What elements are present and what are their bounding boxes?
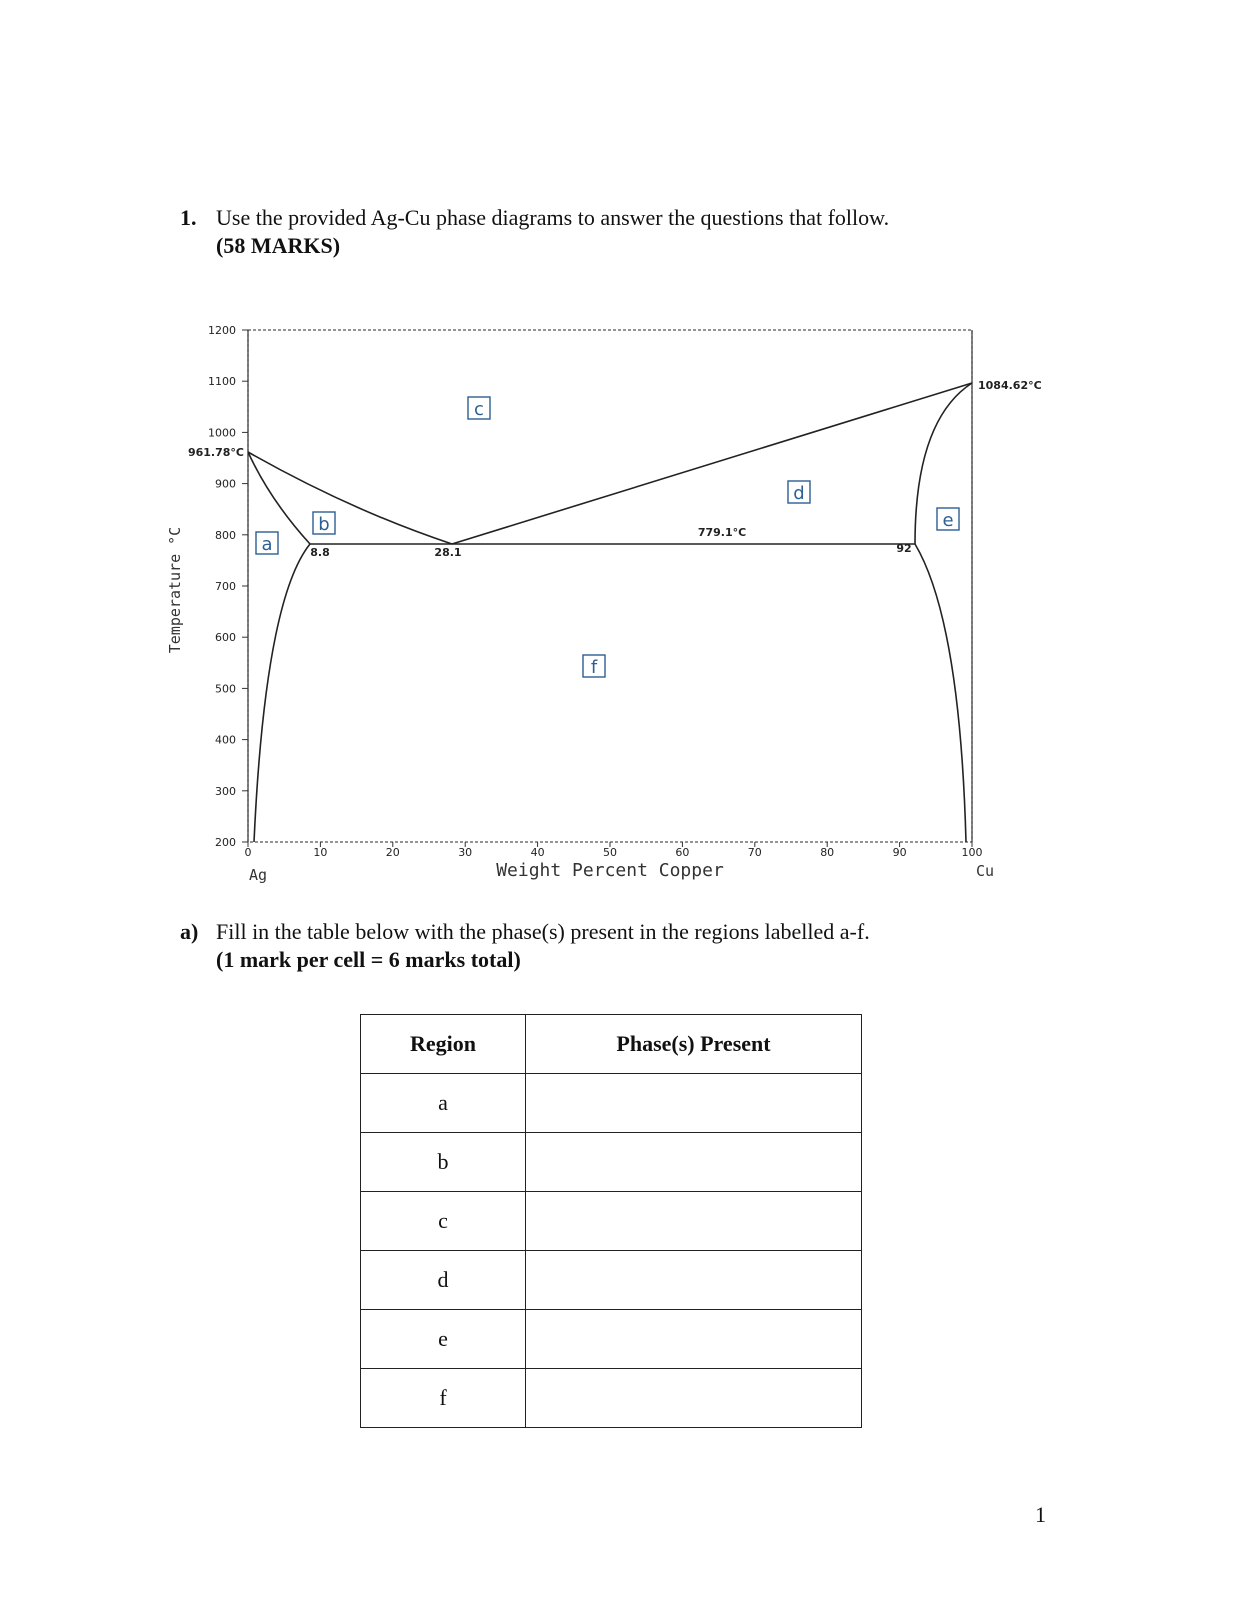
- phases-answer-cell[interactable]: [526, 1133, 862, 1192]
- composition-label-alpha: 8.8: [310, 546, 330, 559]
- liquidus-left: [248, 452, 452, 544]
- phases-answer-cell[interactable]: [526, 1192, 862, 1251]
- y-tick-label: 900: [215, 477, 236, 491]
- part-a-letter: a): [180, 919, 199, 944]
- x-tick-label: 50: [603, 846, 617, 859]
- x-tick-label: 10: [313, 846, 328, 859]
- phases-answer-cell[interactable]: [526, 1369, 862, 1428]
- y-tick-label: 600: [215, 631, 236, 645]
- x-tick-label: 100: [961, 846, 983, 859]
- eutectic-temp-label: 779.1°C: [697, 526, 747, 539]
- composition-label-beta: 92: [896, 542, 912, 555]
- right-element-label: Cu: [975, 862, 995, 880]
- phases-answer-cell[interactable]: [526, 1251, 862, 1310]
- part-a-marks: (1 mark per cell = 6 marks total): [216, 947, 521, 972]
- region-e-box: [937, 508, 959, 531]
- part-a-text: Fill in the table below with the phase(s) present in the regions labelled a-f.: [216, 919, 870, 944]
- x-tick-label: 60: [675, 846, 690, 859]
- region-cell: a: [361, 1074, 526, 1133]
- composition-label-eutectic: 28.1: [434, 546, 462, 559]
- table-row: [361, 1310, 862, 1369]
- answer-table: [360, 1014, 862, 1428]
- y-tick-label: 1100: [208, 375, 236, 389]
- svg-text:b: b: [318, 514, 330, 535]
- region-f-box: [583, 655, 605, 678]
- melting-point-cu-label: 1084.62°C: [978, 379, 1042, 392]
- table-row: [361, 1192, 862, 1251]
- svg-text:c: c: [474, 399, 484, 420]
- melting-point-ag-label: 961.78°C: [187, 446, 244, 459]
- svg-text:d: d: [793, 483, 805, 504]
- table-row: [361, 1074, 862, 1133]
- y-tick-label: 1000: [208, 426, 236, 440]
- y-tick-label: 1200: [208, 324, 236, 337]
- x-axis-label: Weight Percent Copper: [496, 860, 724, 881]
- question-text: Use the provided Ag-Cu phase diagrams to answer the questions that follow.: [216, 205, 890, 230]
- x-tick-label: 20: [385, 846, 400, 859]
- phases-answer-cell[interactable]: [526, 1310, 862, 1369]
- region-cell: c: [361, 1192, 526, 1251]
- x-tick-label: 40: [530, 846, 545, 859]
- y-tick-label: 300: [215, 784, 236, 798]
- y-tick-label: 400: [215, 733, 236, 747]
- phases-answer-cell[interactable]: [526, 1074, 862, 1133]
- x-tick-label: 80: [820, 846, 835, 859]
- table-row: [361, 1133, 862, 1192]
- region-b-box: [313, 512, 335, 535]
- table-header-row: [361, 1015, 862, 1074]
- table-row: [361, 1251, 862, 1310]
- y-axis-label: Temperature °C: [166, 526, 184, 654]
- left-element-label: Ag: [248, 866, 268, 884]
- header-region: Region: [361, 1015, 526, 1074]
- region-cell: f: [361, 1369, 526, 1428]
- region-cell: b: [361, 1133, 526, 1192]
- x-tick-label: 0: [244, 846, 252, 859]
- answer-rows: [361, 1074, 862, 1428]
- x-tick-label: 90: [892, 846, 907, 859]
- page-number: 1: [1035, 1502, 1046, 1527]
- x-tick-labels: [245, 842, 983, 859]
- region-d-box: [788, 481, 810, 504]
- header-phases: Phase(s) Present: [526, 1015, 862, 1074]
- liquidus-right: [452, 383, 972, 544]
- y-tick-labels: [208, 324, 248, 849]
- question-number: 1.: [180, 205, 197, 230]
- question-marks: (58 MARKS): [216, 233, 341, 258]
- solvus-beta: [915, 544, 966, 842]
- solidus-alpha: [248, 452, 310, 544]
- part-a-line: [180, 918, 870, 946]
- region-cell: d: [361, 1251, 526, 1310]
- y-tick-label: 500: [215, 682, 236, 696]
- solvus-alpha: [254, 544, 310, 842]
- svg-text:a: a: [261, 534, 273, 555]
- y-tick-label: 700: [215, 580, 236, 593]
- svg-text:f: f: [590, 657, 598, 678]
- y-tick-label: 800: [215, 528, 236, 542]
- plot-frame: [248, 330, 972, 842]
- region-a-box: [256, 532, 278, 555]
- region-cell: e: [361, 1310, 526, 1369]
- region-c-box: [468, 397, 490, 420]
- table-row: [361, 1369, 862, 1428]
- y-tick-label: 200: [215, 836, 236, 849]
- svg-text:e: e: [942, 510, 954, 531]
- x-tick-label: 70: [747, 846, 762, 859]
- x-tick-label: 30: [458, 846, 473, 859]
